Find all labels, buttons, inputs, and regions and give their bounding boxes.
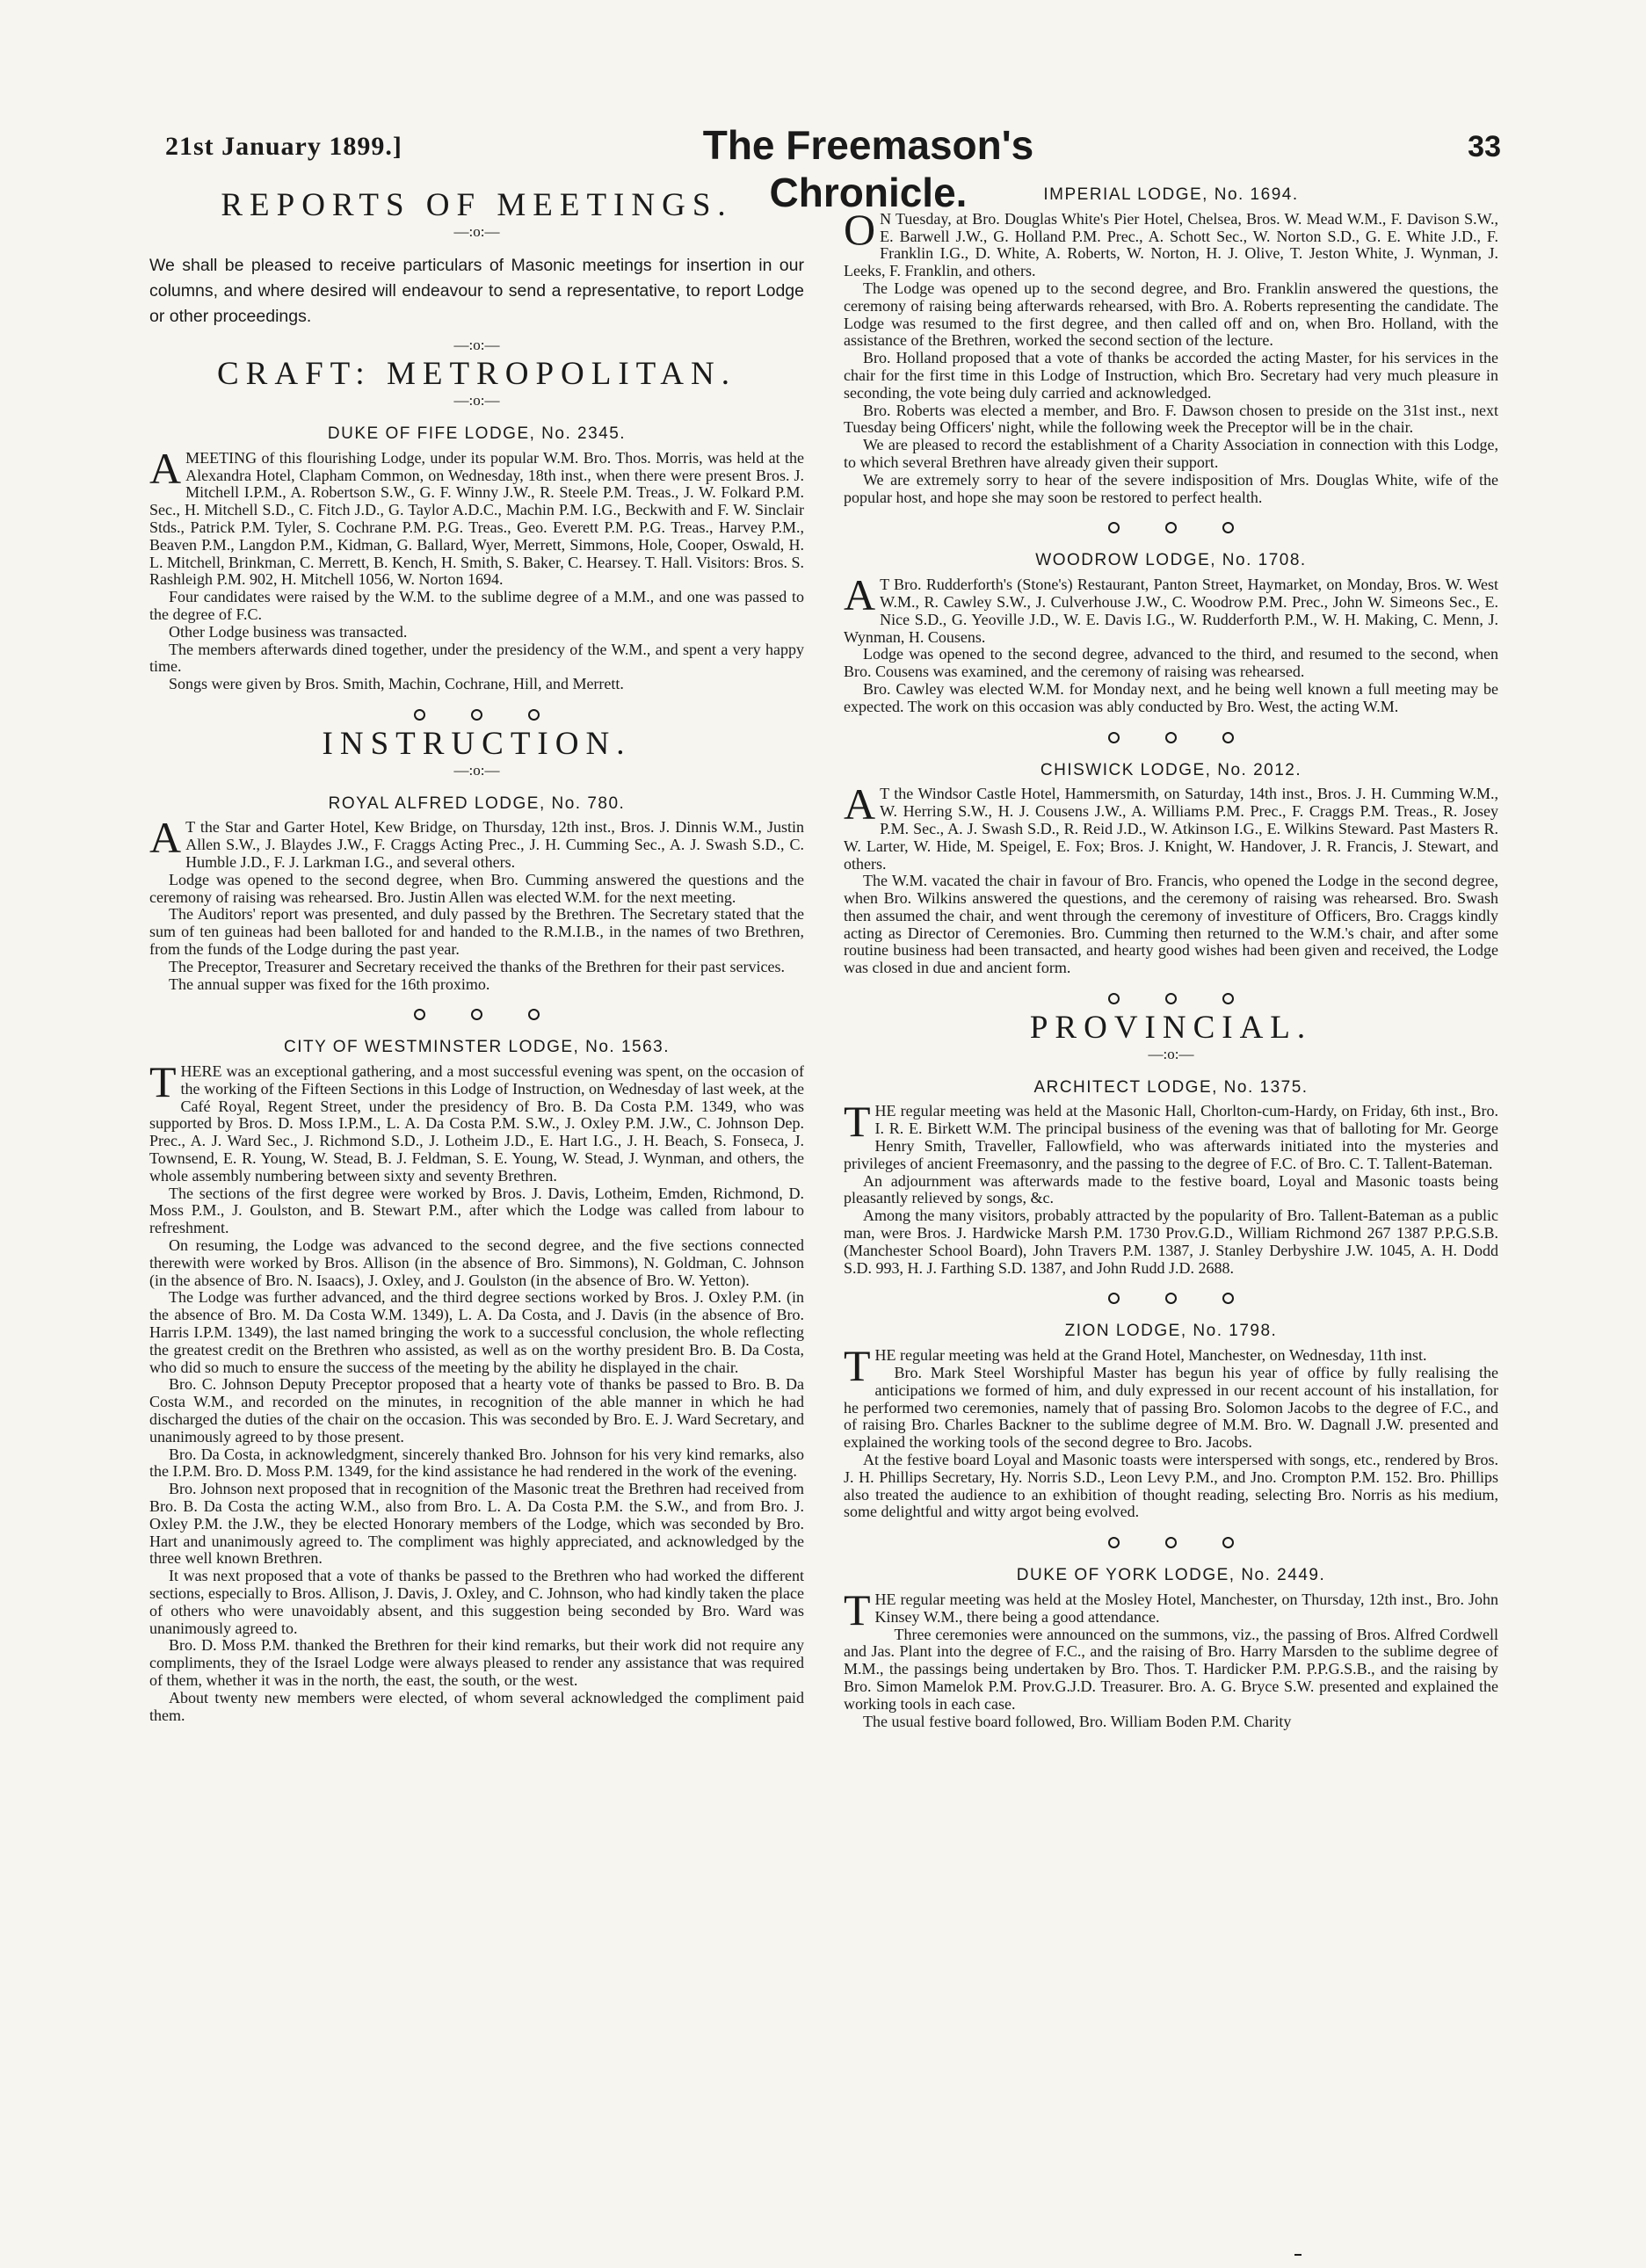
editorial-notice: We shall be pleased to receive particulars of Masonic meetings for insertion in our columns, and where desired will endeavour to send a representative, to report Lodge or other proceedings. (149, 255, 804, 326)
drop-cap: T (844, 1341, 871, 1391)
drop-cap: O (844, 204, 876, 254)
section-heading-reports: REPORTS OF MEETINGS. (221, 187, 733, 223)
article-paragraph: Bro. Johnson next proposed that in recognition of the Masonic treat the Brethren had received from Bro. B. Da Costa the acting W.M., also from Bro. L. A. Da Costa P.M. the S.W., and from Bro. J. Oxley P.M. the J.W., they be elected Honorary members of the Lodge, which was seconded by Bro. Hart and unanimously agreed to. The compliment was highly appreciated, and acknowledged by the three well known Brethren. (149, 1480, 804, 1568)
article-paragraph: THE regular meeting was held at the Masonic Hall, Chorlton-cum-Hardy, on Friday, 6th inst., Bro. I. R. E. Birkett W.M. The principal business of the evening was that of balloting for Mr. George Henry Smith, Traveller, Fallowfield, who was afterwards initiated into the mysteries and privileges of ancient Freemasonry, and the passing to the degree of F.C. of Bro. C. T. Tallent-Bateman. (844, 1097, 1498, 1172)
article-paragraph: Lodge was opened to the second degree, when Bro. Cumming answered the questions and the ceremony of raising was rehearsed. Bro. Justin Allen was elected W.M. for the next meeting. (149, 870, 804, 906)
article-paragraph: We are extremely sorry to hear of the severe indisposition of Mrs. Douglas White, wife of the popular host, and hope she may soon be restored to perfect health. (844, 470, 1498, 506)
article-paragraph: THERE was an exceptional gathering, and a most successful evening was spent, on the occasion of the working of the Fifteen Sections in this Lodge of Instruction, on Wednesday of last week, at the Café Royal, Regent Street, under the presidency of Bro. B. Da Costa P.M. 1349, who was supported by Bros. D. Moss I.P.M., L. A. Da Costa P.M. S.W., J. Oxley P.M. J.W., C. Johnson Dep. Prec., A. J. Ward Sec., J. Richmond S.D., J. Lotheim J.D., E. Hart I.G., J. H. Beach, S. Fonseca, J. Townsend, E. R. Young, W. Stead, B. J. Feldman, S. E. Young, W. Stead, J. Wynman, and others, the whole assembly numbering between sixty and seventy Brethren. (149, 1057, 804, 1185)
separator: —:o:— (453, 222, 500, 240)
section-heading-provincial: PROVINCIAL. (1029, 1010, 1313, 1047)
section-heading-craft: CRAFT: METROPOLITAN. (217, 356, 736, 393)
ornament-divider (149, 709, 804, 723)
right-column (844, 186, 1498, 1730)
article-paragraph: Four candidates were raised by the W.M. to the sublime degree of a M.M., and one was passed to the degree of F.C. (149, 588, 804, 623)
drop-cap: A (844, 779, 876, 830)
article-paragraph: A T the Windsor Castle Hotel, Hammersmith, on Saturday, 14th inst., Bros. J. H. Cumming W.M., W. Herring S.W., H. J. Cousens J.W., A. Williams P.M. Prec., F. Craggs P.M. Treas., R. Josey P.M. Sec., A. J. Swash S.D., R. Reid J.D., W. Atkinson I.G., E. Wilkins Steward. Past Masters R. W. Larter, W. Hide, M. Speigel, E. Fox; Bros. J. Knight, W. Handover, J. R. Francis, J. Stewart, and others. (844, 779, 1498, 873)
lodge-heading-city-of-westminster: CITY OF WESTMINSTER LODGE, No. 1563. (283, 1038, 670, 1057)
separator: —:o:— (453, 392, 500, 409)
article-paragraph: The Auditors' report was presented, and duly passed by the Brethren. The Secretary stated that the sum of ten guineas had been balloted for and handed to the R.M.I.B., in the names of two Brethren, from the funds of the Lodge during the past year. (149, 905, 804, 958)
article-paragraph: About twenty new members were elected, of whom several acknowledged the compliment paid them. (149, 1688, 804, 1724)
left-column (149, 186, 804, 1724)
article-paragraph: A T Bro. Rudderforth's (Stone's) Restaurant, Panton Street, Haymarket, on Monday, Bros. W. West W.M., R. Cawley S.W., J. Culverhouse J.W., C. Woodrow P.M. Prec., John W. Simeons Sec., E. Nice S.D., G. Yeoville J.D., W. E. Davis I.G., W. Rudderforth P.M., W. H. Making, C. Menn, J. Wynman, H. Cousens. (844, 570, 1498, 646)
article-paragraph: Among the many visitors, probably attracted by the popularity of Bro. Tallent-Bateman as a public man, were Bros. J. Hardwicke Marsh P.M. 1730 Prov.G.D., William Richmond 267 1387 P.P.G.S.B. (Manchester School Board), John Travers P.M. 1387, J. Stanley Derbyshire J.W. 1045, A. H. Dodd S.D. 993, H. J. Farthing S.D. 1387, and John Rudd J.D. 2688. (844, 1206, 1498, 1277)
article-paragraph: THE regular meeting was held at the Grand Hotel, Manchester, on Wednesday, 11th inst. (844, 1341, 1427, 1391)
article-paragraph: THE regular meeting was held at the Mosley Hotel, Manchester, on Thursday, 12th inst., Bro. John Kinsey W.M., there being a good attendance. (844, 1585, 1498, 1634)
article-paragraph: Bro. Mark Steel Worshipful Master has begun his year of office by fully realising the anticipations we formed of him, and duly expressed in our recent account of his installation, for he performed two ceremonies, namely that of passing Bro. Solomon Jacobs to the degree of F.C., and of raising Bro. Charles Backner to the sublime degree of M.M. Bro. W. Dagnall J.W. presented and explained the working tools of the second degree to Bro. Jacobs. (844, 1364, 1498, 1452)
drop-cap: A (149, 443, 182, 493)
article-paragraph: The W.M. vacated the chair in favour of Bro. Francis, who opened the Lodge in the second degree, when Bro. Wilkins answered the questions, and the ceremony of raising was rehearsed. Bro. Swash then assumed the chair, and went through the ceremony of investiture of Officers, Bro. Craggs kindly acting as Director of Ceremonies. Bro. Cumming then returned to the W.M.'s chair, and after some routine business had been transacted, and hearty good wishes had been given and received, the Lodge was closed in due and ancient form. (844, 872, 1498, 977)
drop-cap: A (149, 813, 182, 863)
issue-date: 21st January 1899.] (165, 132, 402, 161)
article-paragraph: Bro. C. Johnson Deputy Preceptor proposed that a hearty vote of thanks be passed to Bro. B. Da Costa W.M., and recorded on the minutes, in recognition of the able manner in which he had discharged the duties of the chair on the occasion. This was seconded by Bro. E. J. Ward Secretary, and unanimously agreed to by those present. (149, 1375, 804, 1446)
article-paragraph: The sections of the first degree were worked by Bros. J. Davis, Lotheim, Emden, Richmond, D. Moss P.M., J. Goulston, and B. Stewart P.M., after which the Lodge was called from labour to refreshment. (149, 1184, 804, 1237)
lodge-heading-chiswick: CHISWICK LODGE, No. 2012. (1040, 760, 1302, 779)
lodge-heading-imperial: IMPERIAL LODGE, No. 1694. (1043, 185, 1299, 204)
lodge-heading-duke-of-fife: DUKE OF FIFE LODGE, No. 2345. (327, 424, 627, 443)
article-paragraph: The members afterwards dined together, under the presidency of the W.M., and spent a very happy time. (149, 640, 804, 676)
lodge-heading-royal-alfred: ROYAL ALFRED LODGE, No. 780. (328, 793, 626, 813)
article-paragraph: The Lodge was further advanced, and the third degree sections worked by Bros. J. Oxley P.M. (in the absence of Bro. M. Da Costa W.M. 1349), L. A. Da Costa, and J. Davis (in the absence of Bro. Harris I.P.M. 1349), the last named bringing the work to a successful conclusion, the whole reflecting the greatest credit on the Brethren who assisted, as well as on the worthy president Bro. B. Da Costa, who did so much to ensure the success of the meeting by the ability he displayed in the chair. (149, 1288, 804, 1376)
article-paragraph: Bro. Da Costa, in acknowledgment, sincerely thanked Bro. Johnson for his very kind remarks, also the I.P.M. Bro. D. Moss P.M. 1349, for the kind assistance he had rendered in the work of the evening. (149, 1445, 804, 1481)
article-paragraph: The Preceptor, Treasurer and Secretary received the thanks of the Brethren for their past services. (169, 957, 786, 975)
section-heading-instruction: INSTRUCTION. (322, 725, 632, 762)
lodge-heading-duke-of-york: DUKE OF YORK LODGE, No. 2449. (1016, 1566, 1326, 1585)
separator: —:o:— (453, 761, 500, 779)
publication-title: The Freemason's Chronicle. (702, 122, 1034, 215)
article-paragraph: Bro. Roberts was elected a member, and Bro. F. Dawson chosen to preside on the 31st inst., next Tuesday being Officers' night, while the following week the Preceptor will be in the chair. (844, 401, 1498, 437)
ornament-divider (149, 1009, 804, 1023)
article-paragraph: An adjournment was afterwards made to the festive board, Loyal and Masonic toasts being pleasantly relieved by songs, &c. (844, 1171, 1498, 1207)
article-paragraph: On resuming, the Lodge was advanced to the second degree, and the five sections connected therewith were worked by Bros. Allison (in the absence of Bro. Simmons), N. Goldman, C. Johnson (in the absence of Bro. N. Isaacs), J. Oxley, and J. Goulston (in the absence of Bro. W. Yetton). (149, 1236, 804, 1289)
article-paragraph: Other Lodge business was transacted. (169, 622, 408, 641)
page-number: 33 (1468, 130, 1501, 163)
article-paragraph: The annual supper was fixed for the 16th proximo. (169, 975, 490, 993)
drop-cap: T (844, 1097, 871, 1147)
article-paragraph: O N Tuesday, at Bro. Douglas White's Pier Hotel, Chelsea, Bros. W. Mead W.M., F. Davison S.W., E. Barwell J.W., G. Holland P.M. Prec., A. Schott Sec., W. Norton S.D., G. E. White J.D., F. Franklin I.G., D. White, A. Roberts, W. Norton, H. J. Olive, T. Jeston White, J. Wynman, J. Leeks, F. Franklin, and others. (844, 204, 1498, 280)
article-paragraph: A T the Star and Garter Hotel, Kew Bridge, on Thursday, 12th inst., Bros. J. Dinnis W.M., Justin Allen S.W., J. Blaydes J.W., F. Craggs Acting Prec., J. H. Cumming Sec., A. J. Swash S.D., C. Humble J.D., F. J. Larkman I.G., and several others. (149, 813, 804, 871)
ornament-divider (844, 522, 1498, 536)
lodge-heading-architect: ARCHITECT LODGE, No. 1375. (1033, 1077, 1309, 1097)
drop-cap: A (844, 570, 876, 620)
lodge-heading-woodrow: WOODROW LODGE, No. 1708. (1035, 551, 1307, 570)
ornament-divider (844, 1293, 1498, 1307)
article-paragraph: Songs were given by Bros. Smith, Machin, Cochrane, Hill, and Merrett. (169, 675, 624, 693)
article-paragraph: AMEETING of this flourishing Lodge, under its popular W.M. Bro. Thos. Morris, was held at the Alexandra Hotel, Clapham Common, on Wednesday, 18th inst., when there were present Bros. J. Mitchell I.P.M., A. Robertson S.W., G. F. Winny J.W., R. Steele P.M. Treas., J. W. Folkard P.M. Sec., H. Mitchell S.D., C. Fitch J.D., G. Taylor A.D.C., Machin P.M. I.G., Beckwith and F. W. Sinclair Stds., Patrick P.M. Tyler, S. Cochrane P.M. P.G. Treas., Geo. Everett P.M. P.G. Treas., Harvey P.M., Beaven P.M., Langdon P.M., Kidman, G. Ballard, Wyer, Merrett, Simmons, Hole, Cooper, Oswald, H. L. Mitchell, Brinkman, C. Merrett, B. Kench, H. Smith, S. Baker, C. Hearsey. T. Hall. Visitors: Bros. S. Rashleigh P.M. 902, H. Mitchell 1056, W. Norton 1694. (149, 443, 804, 589)
article-paragraph: Bro. D. Moss P.M. thanked the Brethren for their kind remarks, but their work did not require any compliments, they of the Israel Lodge were always pleased to render any assistance that was required of them, whether it was in the north, the east, the south, or the west. (149, 1636, 804, 1689)
separator: —:o:— (1148, 1045, 1194, 1062)
article-paragraph: Bro. Holland proposed that a vote of thanks be accorded the acting Master, for his services in the chair for the first time in this Lodge of Instruction, which Bro. Secretary had very much pleasure in seconding, the vote being duly carried and acknowledged. (844, 349, 1498, 402)
lodge-heading-zion: ZION LODGE, No. 1798. (1064, 1322, 1278, 1341)
article-paragraph: Lodge was opened to the second degree, advanced to the third, and resumed to the second, when Bro. Cousens was examined, and the ceremony of raising was rehearsed. (844, 645, 1498, 681)
drop-cap: T (844, 1585, 871, 1634)
article-paragraph: The usual festive board followed, Bro. William Boden P.M. Charity (863, 1712, 1292, 1730)
article-paragraph: Three ceremonies were announced on the summons, viz., the passing of Bros. Alfred Cordwell and Jas. Plant into the degree of F.C., and the raising of Bro. Harry Marsden to the sublime degree of M.M., the passings being undertaken by Bro. Thos. T. Hardicker P.M. P.P.G.S.B., and the raising by Bro. Simon Mamelok P.M. Prov.G.J.D. Treasurer. Bro. A. G. Bryce S.W. presented and explained the working tools in each case. (844, 1625, 1498, 1713)
ornament-divider (844, 993, 1498, 1007)
article-paragraph: At the festive board Loyal and Masonic toasts were interspersed with songs, etc., rendered by Bros. J. H. Phillips Secretary, Hy. Norris S.D., Leon Levy P.M., and Jno. Crompton P.M. 152. Bro. Phillips also treated the audience to an exhibition of thought reading, selecting Bro. Norris as his medium, some delightful and witty argot being evolved. (844, 1451, 1498, 1521)
drop-cap: T (149, 1057, 177, 1107)
footer-mark (1294, 2254, 1302, 2256)
article-paragraph: The Lodge was opened up to the second degree, and Bro. Franklin answered the questions, the ceremony of raising being afterwards rehearsed, with Bro. A. Roberts representing the candidate. The Lodge was resumed to the first degree, and then called off and on, when Bro. Holland, with the assistance of the Brethren, worked the second section of the lecture. (844, 279, 1498, 350)
article-paragraph: It was next proposed that a vote of thanks be passed to the Brethren who had worked the different sections, especially to Bros. Allison, J. Davis, J. Oxley, and C. Johnson, who had kindly taken the place of others who were unavoidably absent, and this suggestion being seconded by Bro. Ward was unanimously agreed to. (149, 1567, 804, 1637)
article-paragraph: Bro. Cawley was elected W.M. for Monday next, and he being well known a full meeting may be expected. The work on this occasion was ably conducted by Bro. West, the acting W.M. (844, 679, 1498, 715)
separator: —:o:— (453, 336, 500, 353)
ornament-divider (844, 732, 1498, 746)
article-paragraph: We are pleased to record the establishment of a Charity Association in connection with this Lodge, to which several Brethren have already given their support. (844, 436, 1498, 471)
ornament-divider (844, 1537, 1498, 1551)
